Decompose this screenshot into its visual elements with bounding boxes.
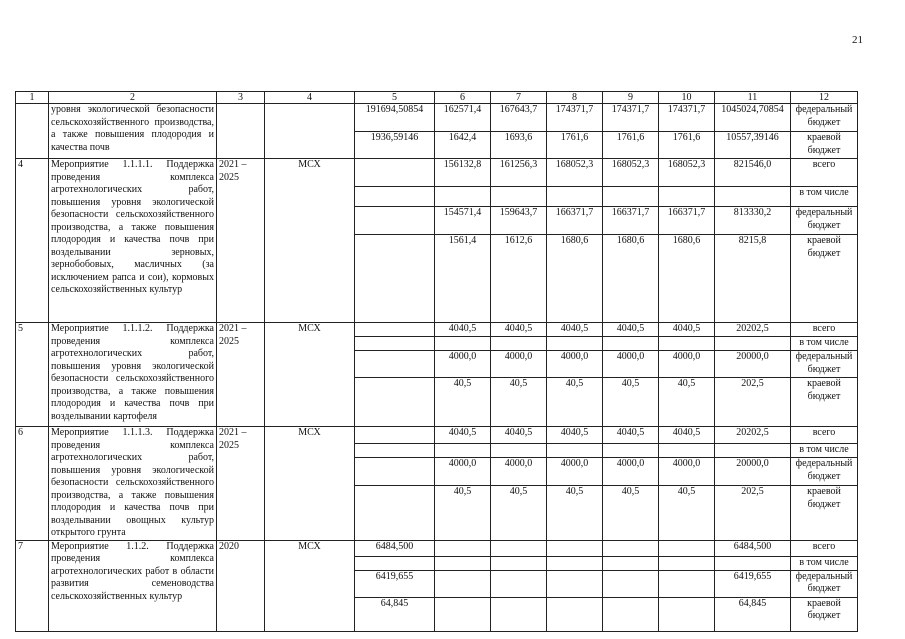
budget-source: всего (791, 540, 858, 556)
budget-source: краевой бюджет (791, 132, 858, 159)
executor: МСХ (265, 540, 355, 631)
header-cell: 4 (265, 92, 355, 104)
value-col10: 1761,6 (659, 132, 715, 159)
row-number: 6 (16, 427, 49, 541)
value-col8: 1761,6 (547, 132, 603, 159)
value-col9: 1761,6 (603, 132, 659, 159)
value-col9: 4000,0 (603, 458, 659, 486)
value-col10 (659, 556, 715, 570)
budget-source: в том числе (791, 444, 858, 458)
budget-source: всего (791, 427, 858, 444)
value-col11 (715, 337, 791, 351)
value-col9: 168052,3 (603, 159, 659, 187)
value-col5 (355, 458, 435, 486)
header-cell: 8 (547, 92, 603, 104)
budget-source: федеральный бюджет (791, 104, 858, 132)
header-cell: 10 (659, 92, 715, 104)
table-row (16, 323, 858, 337)
value-col5 (355, 187, 435, 207)
period: 2021 – 2025 (217, 427, 265, 541)
value-col10: 4000,0 (659, 351, 715, 378)
value-col8: 4040,5 (547, 323, 603, 337)
header-row (16, 92, 858, 104)
value-col9: 4040,5 (603, 427, 659, 444)
value-col11 (715, 444, 791, 458)
header-cell: 12 (791, 92, 858, 104)
value-col5: 6419,655 (355, 570, 435, 597)
row-number-cell (16, 104, 49, 159)
value-col7: 159643,7 (491, 207, 547, 235)
value-col8: 166371,7 (547, 207, 603, 235)
period: 2020 (217, 540, 265, 631)
budget-source: краевой бюджет (791, 235, 858, 323)
value-col10: 166371,7 (659, 207, 715, 235)
value-col11: 20202,5 (715, 427, 791, 444)
value-col6 (435, 444, 491, 458)
value-col11: 10557,39146 (715, 132, 791, 159)
budget-source: краевой бюджет (791, 378, 858, 427)
value-col8: 40,5 (547, 486, 603, 540)
value-col10: 4000,0 (659, 458, 715, 486)
table-row (16, 427, 858, 444)
value-col11 (715, 556, 791, 570)
value-col6: 4000,0 (435, 351, 491, 378)
value-col6: 40,5 (435, 378, 491, 427)
activity-description: уровня экологической безопасности сельскохозяйственного производства, а также повышения плодородия и качества почв (49, 104, 217, 159)
executor: МСХ (265, 427, 355, 541)
value-col11: 813330,2 (715, 207, 791, 235)
value-col7: 1612,6 (491, 235, 547, 323)
value-col5 (355, 556, 435, 570)
header-cell: 1 (16, 92, 49, 104)
value-col6: 156132,8 (435, 159, 491, 187)
value-col8: 174371,7 (547, 104, 603, 132)
budget-source: федеральный бюджет (791, 207, 858, 235)
value-col8: 1680,6 (547, 235, 603, 323)
value-col10 (659, 187, 715, 207)
value-col6 (435, 570, 491, 597)
value-col11: 202,5 (715, 486, 791, 540)
header-cell: 2 (49, 92, 217, 104)
value-col6: 4040,5 (435, 323, 491, 337)
value-col9 (603, 337, 659, 351)
header-cell: 6 (435, 92, 491, 104)
value-col6: 1642,4 (435, 132, 491, 159)
page-number: 21 (852, 34, 863, 46)
value-col10: 174371,7 (659, 104, 715, 132)
value-col6: 4040,5 (435, 427, 491, 444)
executor: МСХ (265, 323, 355, 427)
value-col7: 4040,5 (491, 427, 547, 444)
value-col6: 162571,4 (435, 104, 491, 132)
budget-source: федеральный бюджет (791, 458, 858, 486)
row-number: 5 (16, 323, 49, 427)
header-cell: 7 (491, 92, 547, 104)
period: 2021 – 2025 (217, 159, 265, 323)
value-col7: 4000,0 (491, 458, 547, 486)
activity-description: Мероприятие 1.1.1.3. Поддержка проведения комплекса агротехнологических работ, повышения уровня экологической безопасности сельскохозяйственного производства, а также повышения плодородия и качества почв при возделывании овощных культур открытого грунта (49, 427, 217, 541)
value-col9: 40,5 (603, 378, 659, 427)
value-col11: 1045024,70854 (715, 104, 791, 132)
table-row (16, 104, 858, 132)
value-col11 (715, 187, 791, 207)
value-col8 (547, 444, 603, 458)
value-col7 (491, 337, 547, 351)
value-col9 (603, 187, 659, 207)
value-col10 (659, 444, 715, 458)
budget-source: федеральный бюджет (791, 351, 858, 378)
value-col6 (435, 187, 491, 207)
value-col11: 20000,0 (715, 351, 791, 378)
value-col10: 4040,5 (659, 427, 715, 444)
value-col5 (355, 159, 435, 187)
header-cell: 11 (715, 92, 791, 104)
value-col7: 40,5 (491, 378, 547, 427)
value-col9: 4040,5 (603, 323, 659, 337)
value-col11: 6419,655 (715, 570, 791, 597)
value-col8: 4000,0 (547, 458, 603, 486)
table-row (16, 540, 858, 556)
header-cell: 3 (217, 92, 265, 104)
value-col11: 821546,0 (715, 159, 791, 187)
value-col11: 6484,500 (715, 540, 791, 556)
value-col8 (547, 597, 603, 631)
value-col8 (547, 570, 603, 597)
value-col6 (435, 540, 491, 556)
value-col10: 40,5 (659, 378, 715, 427)
budget-source: в том числе (791, 556, 858, 570)
value-col7: 161256,3 (491, 159, 547, 187)
value-col7: 40,5 (491, 486, 547, 540)
value-col8: 168052,3 (547, 159, 603, 187)
value-col7 (491, 597, 547, 631)
budget-source: всего (791, 159, 858, 187)
value-col8 (547, 337, 603, 351)
budget-source: в том числе (791, 187, 858, 207)
value-col10 (659, 337, 715, 351)
budget-source: федеральный бюджет (791, 570, 858, 597)
value-col10 (659, 570, 715, 597)
header-cell: 5 (355, 92, 435, 104)
budget-source: краевой бюджет (791, 597, 858, 631)
value-col11: 20202,5 (715, 323, 791, 337)
value-col7 (491, 187, 547, 207)
budget-table (15, 91, 858, 632)
value-col10 (659, 540, 715, 556)
value-col11: 8215,8 (715, 235, 791, 323)
value-col8 (547, 187, 603, 207)
value-col6 (435, 337, 491, 351)
activity-description: Мероприятие 1.1.1.2. Поддержка проведения комплекса агротехнологических работ, повышения уровня экологической безопасности сельскохозяйственного производства, а также повышения плодородия и качества почв при возделывании картофеля (49, 323, 217, 427)
period-cell (217, 104, 265, 159)
value-col10: 1680,6 (659, 235, 715, 323)
value-col5 (355, 323, 435, 337)
value-col5 (355, 427, 435, 444)
value-col5: 191694,50854 (355, 104, 435, 132)
value-col5 (355, 486, 435, 540)
value-col10 (659, 597, 715, 631)
value-col6 (435, 556, 491, 570)
row-number: 4 (16, 159, 49, 323)
value-col7 (491, 444, 547, 458)
value-col10: 40,5 (659, 486, 715, 540)
value-col9: 174371,7 (603, 104, 659, 132)
value-col9: 4000,0 (603, 351, 659, 378)
value-col5 (355, 337, 435, 351)
value-col6: 154571,4 (435, 207, 491, 235)
value-col5 (355, 378, 435, 427)
budget-source: всего (791, 323, 858, 337)
value-col8 (547, 540, 603, 556)
value-col10: 168052,3 (659, 159, 715, 187)
value-col5 (355, 235, 435, 323)
value-col9 (603, 556, 659, 570)
value-col11: 202,5 (715, 378, 791, 427)
value-col11: 64,845 (715, 597, 791, 631)
budget-source: краевой бюджет (791, 486, 858, 540)
activity-description: Мероприятие 1.1.2. Поддержка проведения комплекса агротехнологических работ в области развития семеноводства сельскохозяйственных культур (49, 540, 217, 631)
value-col9 (603, 597, 659, 631)
value-col5 (355, 207, 435, 235)
executor-cell (265, 104, 355, 159)
value-col8: 4000,0 (547, 351, 603, 378)
value-col5: 1936,59146 (355, 132, 435, 159)
activity-description: Мероприятие 1.1.1.1. Поддержка проведения комплекса агротехнологических работ, повышения уровня экологической безопасности сельскохозяйственного производства, а также повышения плодородия и качества почв при возделывании зерновых, зернобобовых, масличных (за исключением рапса и сои), кормовых сельскохозяйственных культур (49, 159, 217, 323)
value-col6 (435, 597, 491, 631)
value-col8: 4040,5 (547, 427, 603, 444)
value-col8 (547, 556, 603, 570)
executor: МСХ (265, 159, 355, 323)
value-col5 (355, 444, 435, 458)
value-col7: 1693,6 (491, 132, 547, 159)
value-col9: 40,5 (603, 486, 659, 540)
value-col9 (603, 540, 659, 556)
period: 2021 – 2025 (217, 323, 265, 427)
value-col6: 1561,4 (435, 235, 491, 323)
value-col7: 4000,0 (491, 351, 547, 378)
value-col7: 4040,5 (491, 323, 547, 337)
value-col7: 167643,7 (491, 104, 547, 132)
value-col11: 20000,0 (715, 458, 791, 486)
value-col5: 64,845 (355, 597, 435, 631)
value-col6: 40,5 (435, 486, 491, 540)
value-col9: 166371,7 (603, 207, 659, 235)
value-col7 (491, 540, 547, 556)
value-col8: 40,5 (547, 378, 603, 427)
value-col6: 4000,0 (435, 458, 491, 486)
value-col9 (603, 570, 659, 597)
value-col9 (603, 444, 659, 458)
budget-source: в том числе (791, 337, 858, 351)
value-col7 (491, 556, 547, 570)
header-cell: 9 (603, 92, 659, 104)
value-col7 (491, 570, 547, 597)
value-col5: 6484,500 (355, 540, 435, 556)
value-col5 (355, 351, 435, 378)
value-col10: 4040,5 (659, 323, 715, 337)
value-col9: 1680,6 (603, 235, 659, 323)
row-number: 7 (16, 540, 49, 631)
table-row (16, 159, 858, 187)
